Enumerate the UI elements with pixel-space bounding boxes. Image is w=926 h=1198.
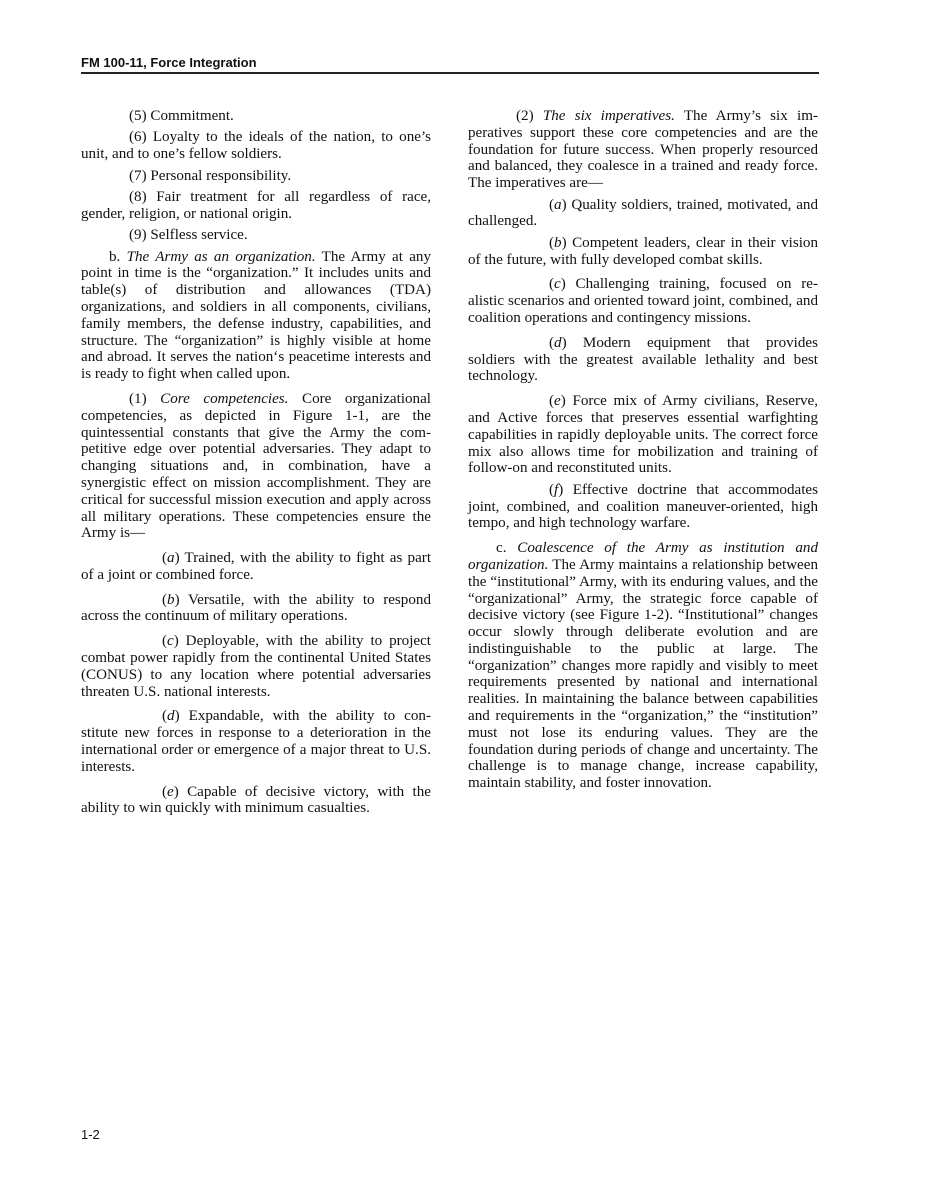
list-item: (5) Commitment. <box>129 108 234 124</box>
list-item: (d) Expandable, with the ability to constitute new forces in response to a deterioration in the international order or emergence of a major threat to U.S. interests. <box>81 708 431 775</box>
header-rule <box>81 72 819 74</box>
paragraph-core-competencies: (1) Core competencies. Core organizational competencies, as depicted in Figure 1-1, are the quintessential constants that give the Army the competitive edge over potential adversaries. They adapt to changing situations and, in combination, have a synergistic effect on mission accomplishment. They are critical for successful mission execution and apply across all military operations. These competencies ensure the Army is— <box>81 390 431 542</box>
paragraph-six-imperatives: (2) The six imperatives. The Army’s six imperatives support these core competencies and are the foundation for future success. When properly resourced and balanced, they coalesce in a trained and ready force. The imperatives are— <box>468 108 818 192</box>
list-item: (9) Selfless service. <box>129 227 248 244</box>
list-item: (7) Personal responsibility. <box>129 167 292 184</box>
list-item: (c) Challenging training, focused on realistic scenarios and oriented toward joint, combined, and coalition operations and contingency missions. <box>468 276 818 326</box>
paragraph-c: c. Coalescence of the Army as institution and organization. The Army maintains a relationship between the “institutional” Army, with its enduring values, and the “organizational” Army, the strategic force capable of decisive victory (see Figure 1-2). “Institutional” changes occur slowly through deliberate evolution and are indistinguishable to the public at large. The “organization” changes more rapidly and visibly to meet requirements presented by national and international realities. In maintaining the balance between capabilities and requirements in the “organization,” the “institution” must not lose its enduring values. They are the foundation during periods of change and uncertainty. The challenge is to manage change, increase capability, maintain stability, and foster innovation. <box>468 540 818 792</box>
right-column <box>468 108 818 797</box>
list-item: (b) Versatile, with the ability to respond across the continuum of military operations. <box>81 591 431 625</box>
list-item: (a) Trained, with the ability to fight as part of a joint or combined force. <box>81 550 432 583</box>
list-item: (e) Capable of decisive victory, with the ability to win quickly with minimum casualties. <box>81 783 431 817</box>
page-number: 1-2 <box>81 1127 100 1142</box>
list-item: (6) Loyalty to the ideals of the nation, to one’s unit, and to one’s fellow soldiers. <box>81 129 432 163</box>
list-item: (d) Modern equipment that provides soldiers with the greatest available lethality and best technology. <box>468 334 818 385</box>
running-header: FM 100-11, Force Integration <box>81 55 257 70</box>
left-column <box>81 108 431 822</box>
list-item: (8) Fair treatment for all regardless of race, gender, religion, or national origin. <box>81 188 431 222</box>
list-item: (a) Quality soldiers, trained, motivated, and challenged. <box>468 196 818 230</box>
list-item: (f) Effective doctrine that accommodates joint, combined, and coalition maneuver-oriented, high tempo, and high technology warfare. <box>468 481 818 532</box>
list-item: (c) Deployable, with the ability to project combat power rapidly from the continental United States (CONUS) to any location where potential adversaries threaten U.S. national interests. <box>81 633 431 700</box>
list-item: (e) Force mix of Army civilians, Reserve, and Active forces that preserves essential warfighting capabilities in rapidly deployable units. The correct force mix also allows time for mobilization and training of follow-on and reconstituted units. <box>468 393 818 477</box>
paragraph-b: b. The Army as an organization. The Army at any point in time is the “organization.” It includes units and table(s) of distribution and allowances (TDA) organizations, and soldiers in all components, civilians, family members, the defense industry, capabilities, and structure. The “organization” is highly visible at home and abroad. It serves the nation‘s peacetime interests and is ready to fight when called upon. <box>81 248 431 383</box>
list-item: (b) Competent leaders, clear in their vision of the future, with fully developed combat skills. <box>468 234 818 268</box>
